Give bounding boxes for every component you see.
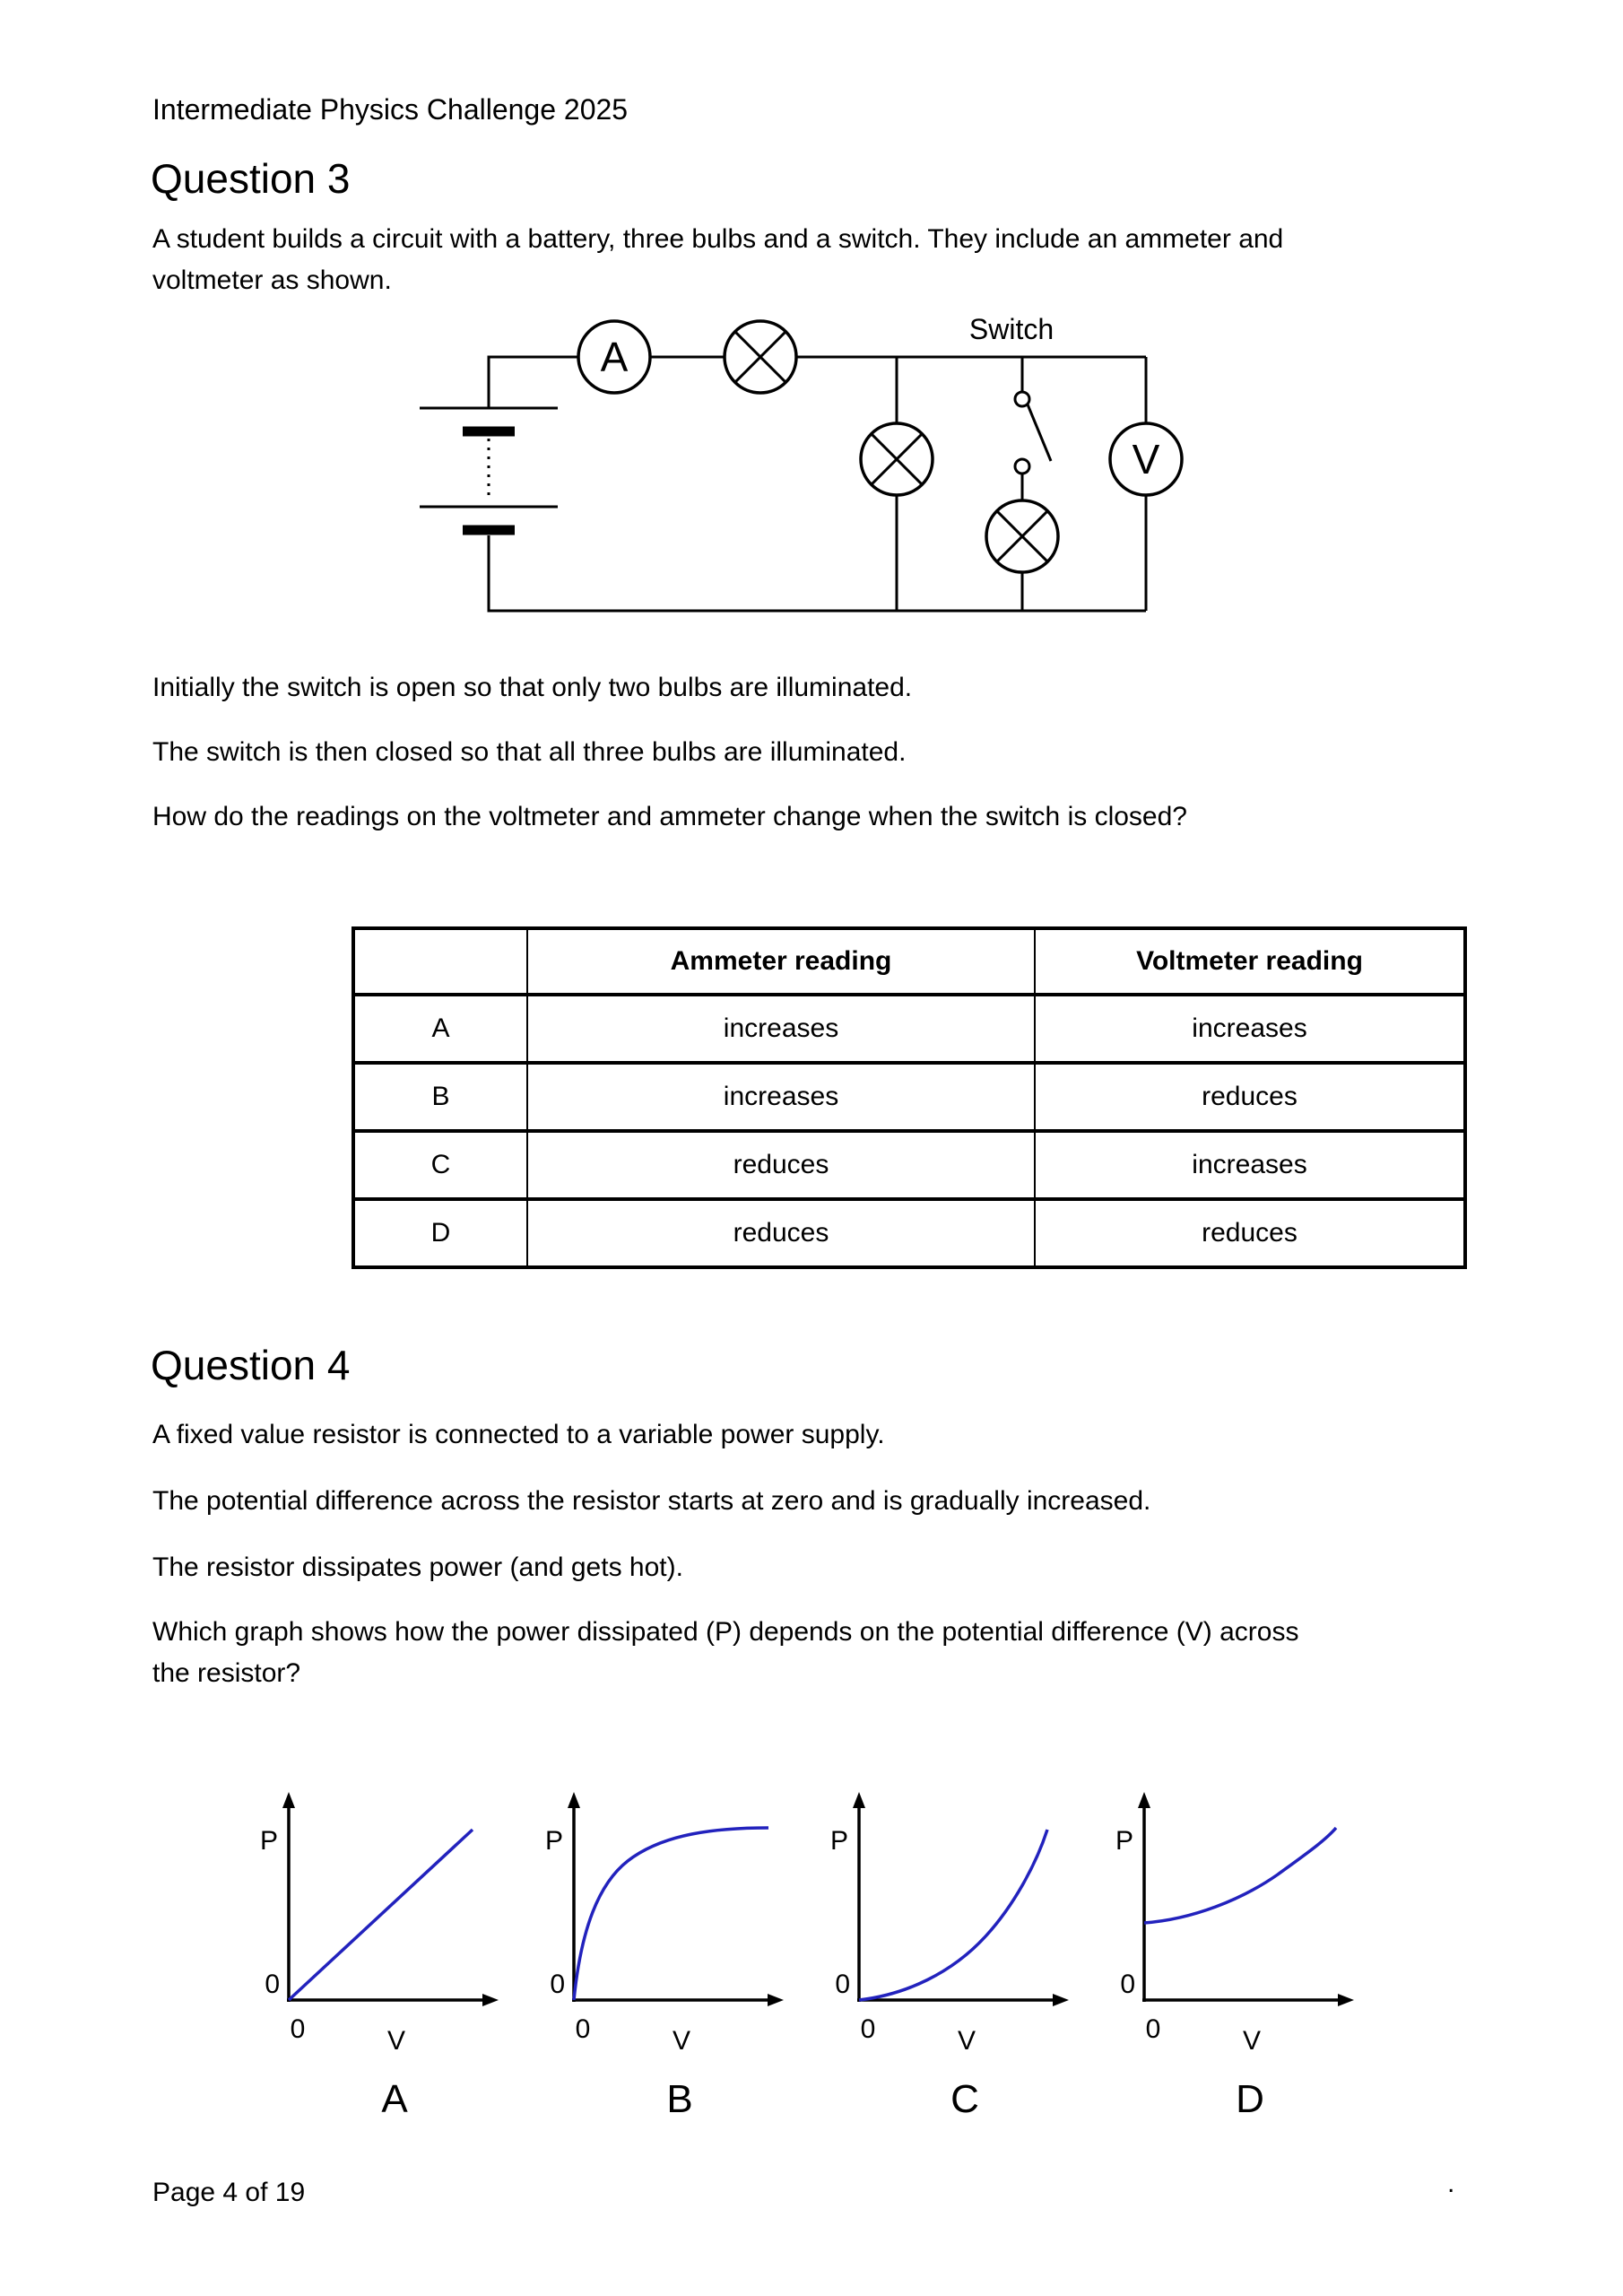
q3-statement-1: Initially the switch is open so that only two bulbs are illuminated. <box>152 673 913 702</box>
y-axis-arrow-icon <box>568 1792 580 1808</box>
table-header-voltmeter: Voltmeter reading <box>1035 928 1465 995</box>
voltmeter-cell: reduces <box>1035 1199 1465 1267</box>
curve-concave <box>574 1828 768 2000</box>
x-axis-arrow-icon <box>768 1994 784 2006</box>
option-letter: D <box>353 1199 527 1267</box>
ammeter <box>578 321 650 393</box>
p-axis-label: P <box>829 1826 848 1856</box>
y-axis-arrow-icon <box>1138 1792 1150 1808</box>
p-axis-label: P <box>1115 1826 1133 1856</box>
table-header-row <box>353 928 1465 995</box>
p-axis-label: P <box>259 1826 278 1856</box>
q3-statement-2: The switch is then closed so that all three bulbs are illuminated. <box>152 737 907 767</box>
option-letter-a: A <box>381 2077 408 2121</box>
answer-table <box>352 926 1467 1269</box>
p-axis-label: P <box>544 1826 563 1856</box>
circuit-diagram <box>386 305 1193 637</box>
q4-statement-2: The potential difference across the resistor starts at zero and is gradually increased. <box>152 1486 1151 1516</box>
x-axis-arrow-icon <box>1053 1994 1069 2006</box>
document-title: Intermediate Physics Challenge 2025 <box>152 93 629 126</box>
q3-intro-line-1: A student builds a circuit with a battery, three bulbs and a switch. They include an ammeter and <box>152 224 1284 254</box>
table-header-blank <box>353 928 527 995</box>
option-letter-d: D <box>1236 2077 1264 2121</box>
q3-statement-3: How do the readings on the voltmeter and ammeter change when the switch is closed? <box>152 802 1187 831</box>
circuit-wires <box>489 357 1146 611</box>
v-axis-label: V <box>1242 2026 1262 2056</box>
curve-convex-offset <box>1144 1828 1336 1923</box>
question-3-heading: Question 3 <box>151 155 351 202</box>
x-axis-arrow-icon <box>482 1994 499 2006</box>
ammeter-cell: reduces <box>527 1199 1035 1267</box>
x-axis-arrow-icon <box>1338 1994 1354 2006</box>
ammeter-cell: increases <box>527 1063 1035 1131</box>
battery-symbol <box>420 408 558 530</box>
graph-option-d <box>1115 1792 1354 2121</box>
page-number: Page 4 of 19 <box>152 2178 306 2207</box>
option-letter-b: B <box>666 2077 693 2121</box>
q3-intro-line-2: voltmeter as shown. <box>152 265 392 295</box>
zero-label-y: 0 <box>550 1970 565 1999</box>
zero-label-x: 0 <box>575 2014 591 2044</box>
voltmeter-label: V <box>1132 436 1160 483</box>
voltmeter-cell: reduces <box>1035 1063 1465 1131</box>
v-axis-label: V <box>386 2026 406 2056</box>
voltmeter-cell: increases <box>1035 995 1465 1063</box>
q4-statement-1: A fixed value resistor is connected to a variable power supply. <box>152 1420 885 1449</box>
graph-option-c <box>830 1792 1069 2121</box>
zero-label-x: 0 <box>1145 2014 1161 2044</box>
bulb-branch1-icon <box>861 423 933 495</box>
ammeter-cell: increases <box>527 995 1035 1063</box>
ammeter-label: A <box>600 334 629 380</box>
y-axis-arrow-icon <box>853 1792 865 1808</box>
table-row <box>353 1063 1465 1131</box>
table-header-ammeter: Ammeter reading <box>527 928 1035 995</box>
q4-question-line-1: Which graph shows how the power dissipated (P) depends on the potential difference (V) across <box>152 1617 1299 1647</box>
voltmeter-cell: increases <box>1035 1131 1465 1199</box>
switch-symbol <box>1015 392 1051 474</box>
graph-option-a <box>260 1792 499 2121</box>
table-row <box>353 1199 1465 1267</box>
bulb-branch2-icon <box>986 500 1058 572</box>
zero-label-y: 0 <box>265 1970 280 1999</box>
v-axis-label: V <box>957 2026 976 2056</box>
option-letter: A <box>353 995 527 1063</box>
y-axis-arrow-icon <box>282 1792 295 1808</box>
zero-label-y: 0 <box>835 1970 850 1999</box>
curve-linear <box>289 1830 473 2000</box>
curve-convex <box>859 1830 1047 2000</box>
table-row <box>353 995 1465 1063</box>
zero-label-x: 0 <box>290 2014 306 2044</box>
q4-question-line-2: the resistor? <box>152 1658 301 1688</box>
zero-label-y: 0 <box>1120 1970 1135 1999</box>
option-letter: B <box>353 1063 527 1131</box>
table-row <box>353 1131 1465 1199</box>
stray-mark: . <box>1447 2169 1455 2198</box>
bulb-series-icon <box>725 321 796 393</box>
v-axis-label: V <box>672 2026 691 2056</box>
ammeter-cell: reduces <box>527 1131 1035 1199</box>
zero-label-x: 0 <box>860 2014 876 2044</box>
option-graphs <box>251 1789 1408 2126</box>
option-letter: C <box>353 1131 527 1199</box>
graph-option-b <box>545 1792 784 2121</box>
option-letter-c: C <box>950 2077 979 2121</box>
q4-statement-3: The resistor dissipates power (and gets hot). <box>152 1552 683 1582</box>
switch-label: Switch <box>968 313 1055 345</box>
voltmeter <box>1110 423 1182 495</box>
question-4-heading: Question 4 <box>151 1342 351 1388</box>
